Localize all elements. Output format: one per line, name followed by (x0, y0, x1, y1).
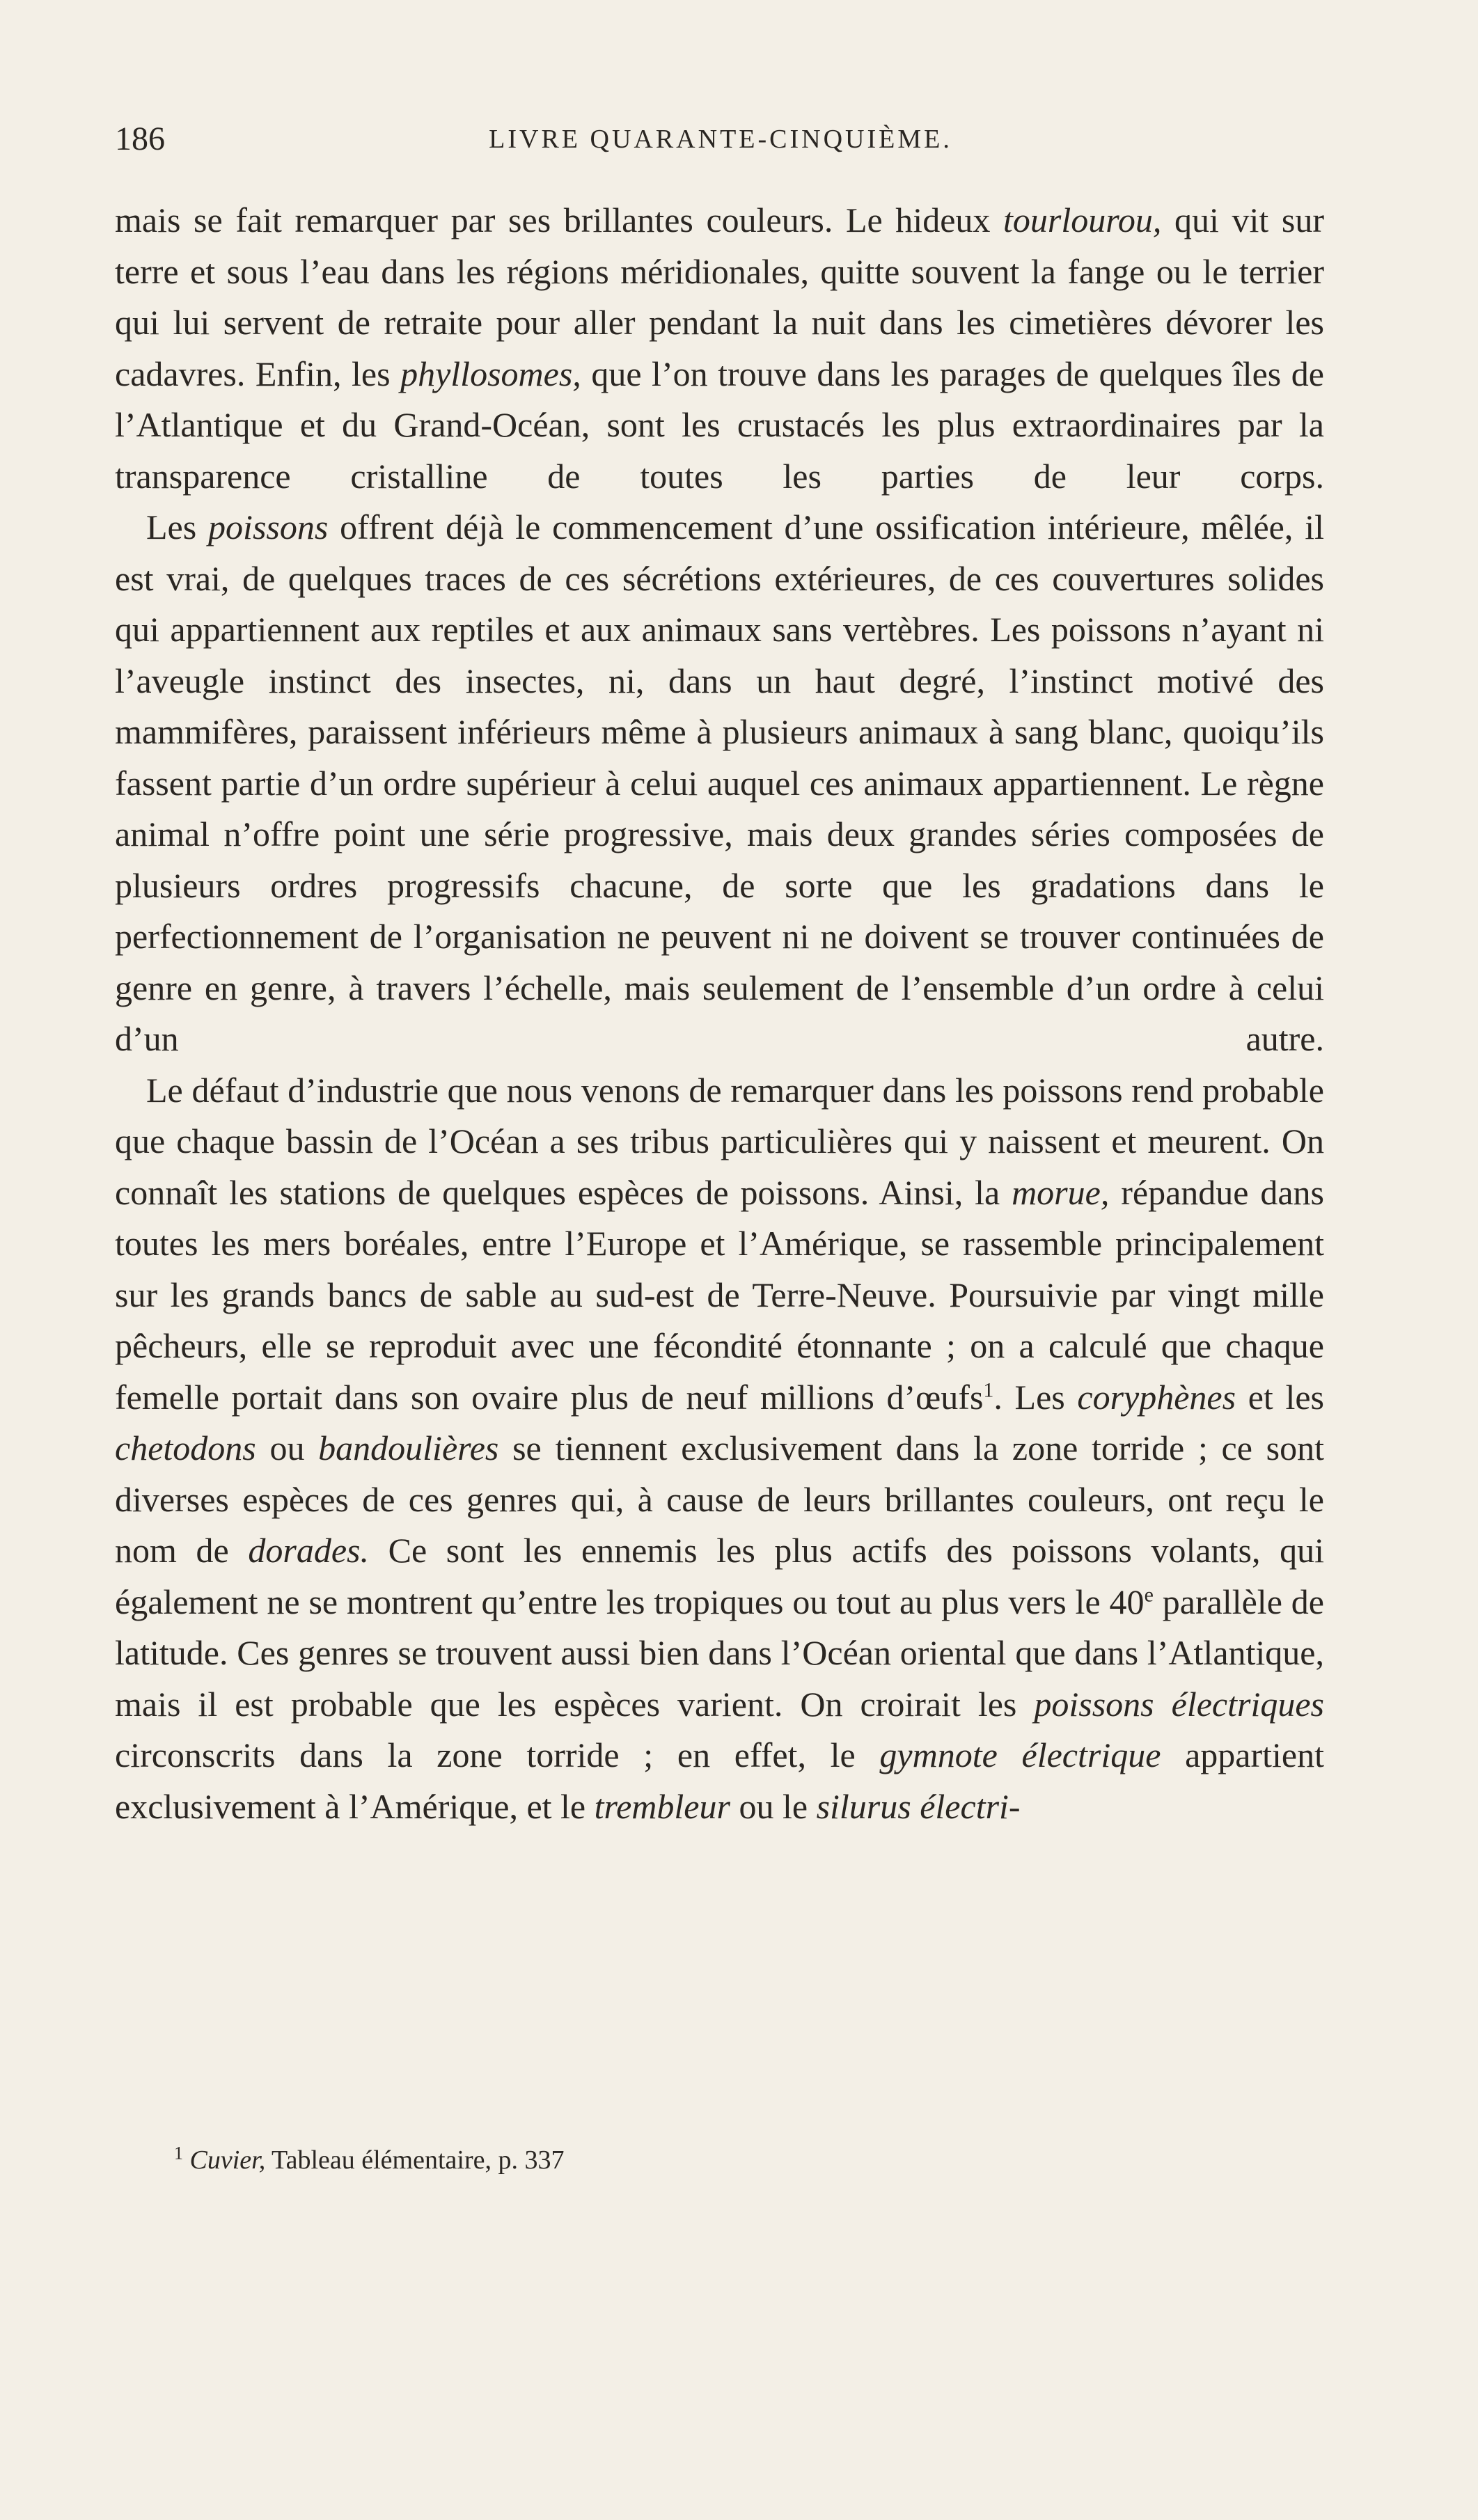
italic-term: dorades. (248, 1531, 369, 1570)
italic-term: gymnote électrique (879, 1735, 1161, 1774)
running-head: LIVRE QUARANTE-CINQUIÈME. (489, 125, 952, 154)
italic-term: phyllosomes, (400, 354, 581, 393)
page-header (115, 120, 1326, 168)
text-run: se tiennent exclusivement dans la zone torride ; ce sont diverses espèces de ces genres qui, à cause de leurs brillantes couleurs, ont reçu le nom de (115, 1428, 1324, 1570)
superscript: 1 (174, 2143, 183, 2164)
italic-term: coryphènes (1077, 1377, 1236, 1417)
text-run (183, 2145, 190, 2175)
italic-term: tourlourou, (1003, 200, 1162, 239)
text-run: mais se fait remarquer par ses brillantes couleurs. Le hideux (115, 200, 1004, 239)
text-run: . Les (993, 1377, 1078, 1417)
paragraph-crustaceans (115, 195, 1324, 502)
text-run: qui vit sur terre et sous l’eau dans les régions méridionales, quitte souvent la fange ou le terrier qui lui servent de retraite pour aller pendant la nuit dans les cimetières dévorer les cadavres. Enfin, les (115, 200, 1324, 393)
italic-term: poissons électriques (1034, 1684, 1324, 1724)
text-run: Les (146, 507, 209, 546)
text-run: ou (255, 1428, 319, 1467)
italic-term: Cuvier, (189, 2145, 266, 2175)
footnote (174, 2143, 1288, 2178)
text-run: circonscrits dans la zone torride ; en effet, le (115, 1735, 880, 1774)
italic-term: chetodons (115, 1428, 256, 1467)
body-text (115, 195, 1324, 1832)
text-run: et les (1236, 1377, 1324, 1417)
text-run: que l’on trouve dans les parages de quelques îles de l’Atlantique et du Grand-Océan, sont les crustacés les plus extraordinaires par la transparence cristalline de toutes les parties de leur corps. (115, 354, 1324, 496)
paragraph-fish-distribution (115, 1065, 1324, 1833)
text-run: ou le (730, 1786, 817, 1826)
text-run: parallèle de latitude. Ces genres se trouvent aussi bien dans l’Océan oriental que dans l’Atlantique, mais il est probable que les espèces varient. On croirait les (115, 1582, 1324, 1724)
text-run: Le défaut d’industrie que nous venons de remarquer dans les poissons rend probable que chaque bassin de l’Océan a ses tribus particulières qui y naissent et meurent. On connaît les stations de quelques espèces de poissons. Ainsi, la (115, 1070, 1324, 1212)
italic-term: poissons (208, 507, 329, 546)
text-run: répandue dans toutes les mers boréales, entre l’Europe et l’Amérique, se rassemble principalement sur les grands bancs de sable au sud-est de Terre-Neuve. Poursuivie par vingt mille pêcheurs, elle se reproduit avec une fécondité étonnante ; on a calculé que chaque femelle portait dans son ovaire plus de neuf millions d’œufs (115, 1172, 1324, 1417)
text-run: Ce sont les ennemis les plus actifs des poissons volants, qui également ne se montrent qu’entre les tropiques ou tout au plus vers le 40 (115, 1531, 1324, 1621)
italic-term: morue, (1012, 1172, 1110, 1212)
text-run: appartient exclusivement à l’Amérique, et le (115, 1735, 1324, 1826)
superscript: 1 (983, 1378, 994, 1401)
italic-term: bandoulières (318, 1428, 499, 1467)
paragraph-fish-ossification (115, 502, 1324, 1065)
text-run: offrent déjà le commencement d’une ossification intérieure, mêlée, il est vrai, de quelques traces de ces sécrétions extérieures, de ces couvertures solides qui appartiennent aux reptiles et aux animaux sans vertèbres. Les poissons n’ayant ni l’aveugle instinct des insectes, ni, dans un haut degré, l’instinct motivé des mammifères, paraissent inférieurs même à plusieurs animaux à sang blanc, quoiqu’ils fassent partie d’un ordre supérieur à celui auquel ces animaux appartiennent. Le règne animal n’offre point une série progressive, mais deux grandes séries composées de plusieurs ordres progressifs chacune, de sorte que les gradations dans le perfectionnement de l’organisation ne peuvent ni ne doivent se trouver continuées de genre en genre, à travers l’échelle, mais seulement de l’ensemble d’un ordre à celui d’un autre. (115, 507, 1324, 1058)
text-run: Tableau élémentaire, p. 337 (265, 2145, 565, 2175)
italic-term: silurus électri- (816, 1786, 1021, 1826)
italic-term: trembleur (594, 1786, 730, 1826)
page-number: 186 (115, 120, 165, 157)
superscript: e (1144, 1582, 1154, 1606)
